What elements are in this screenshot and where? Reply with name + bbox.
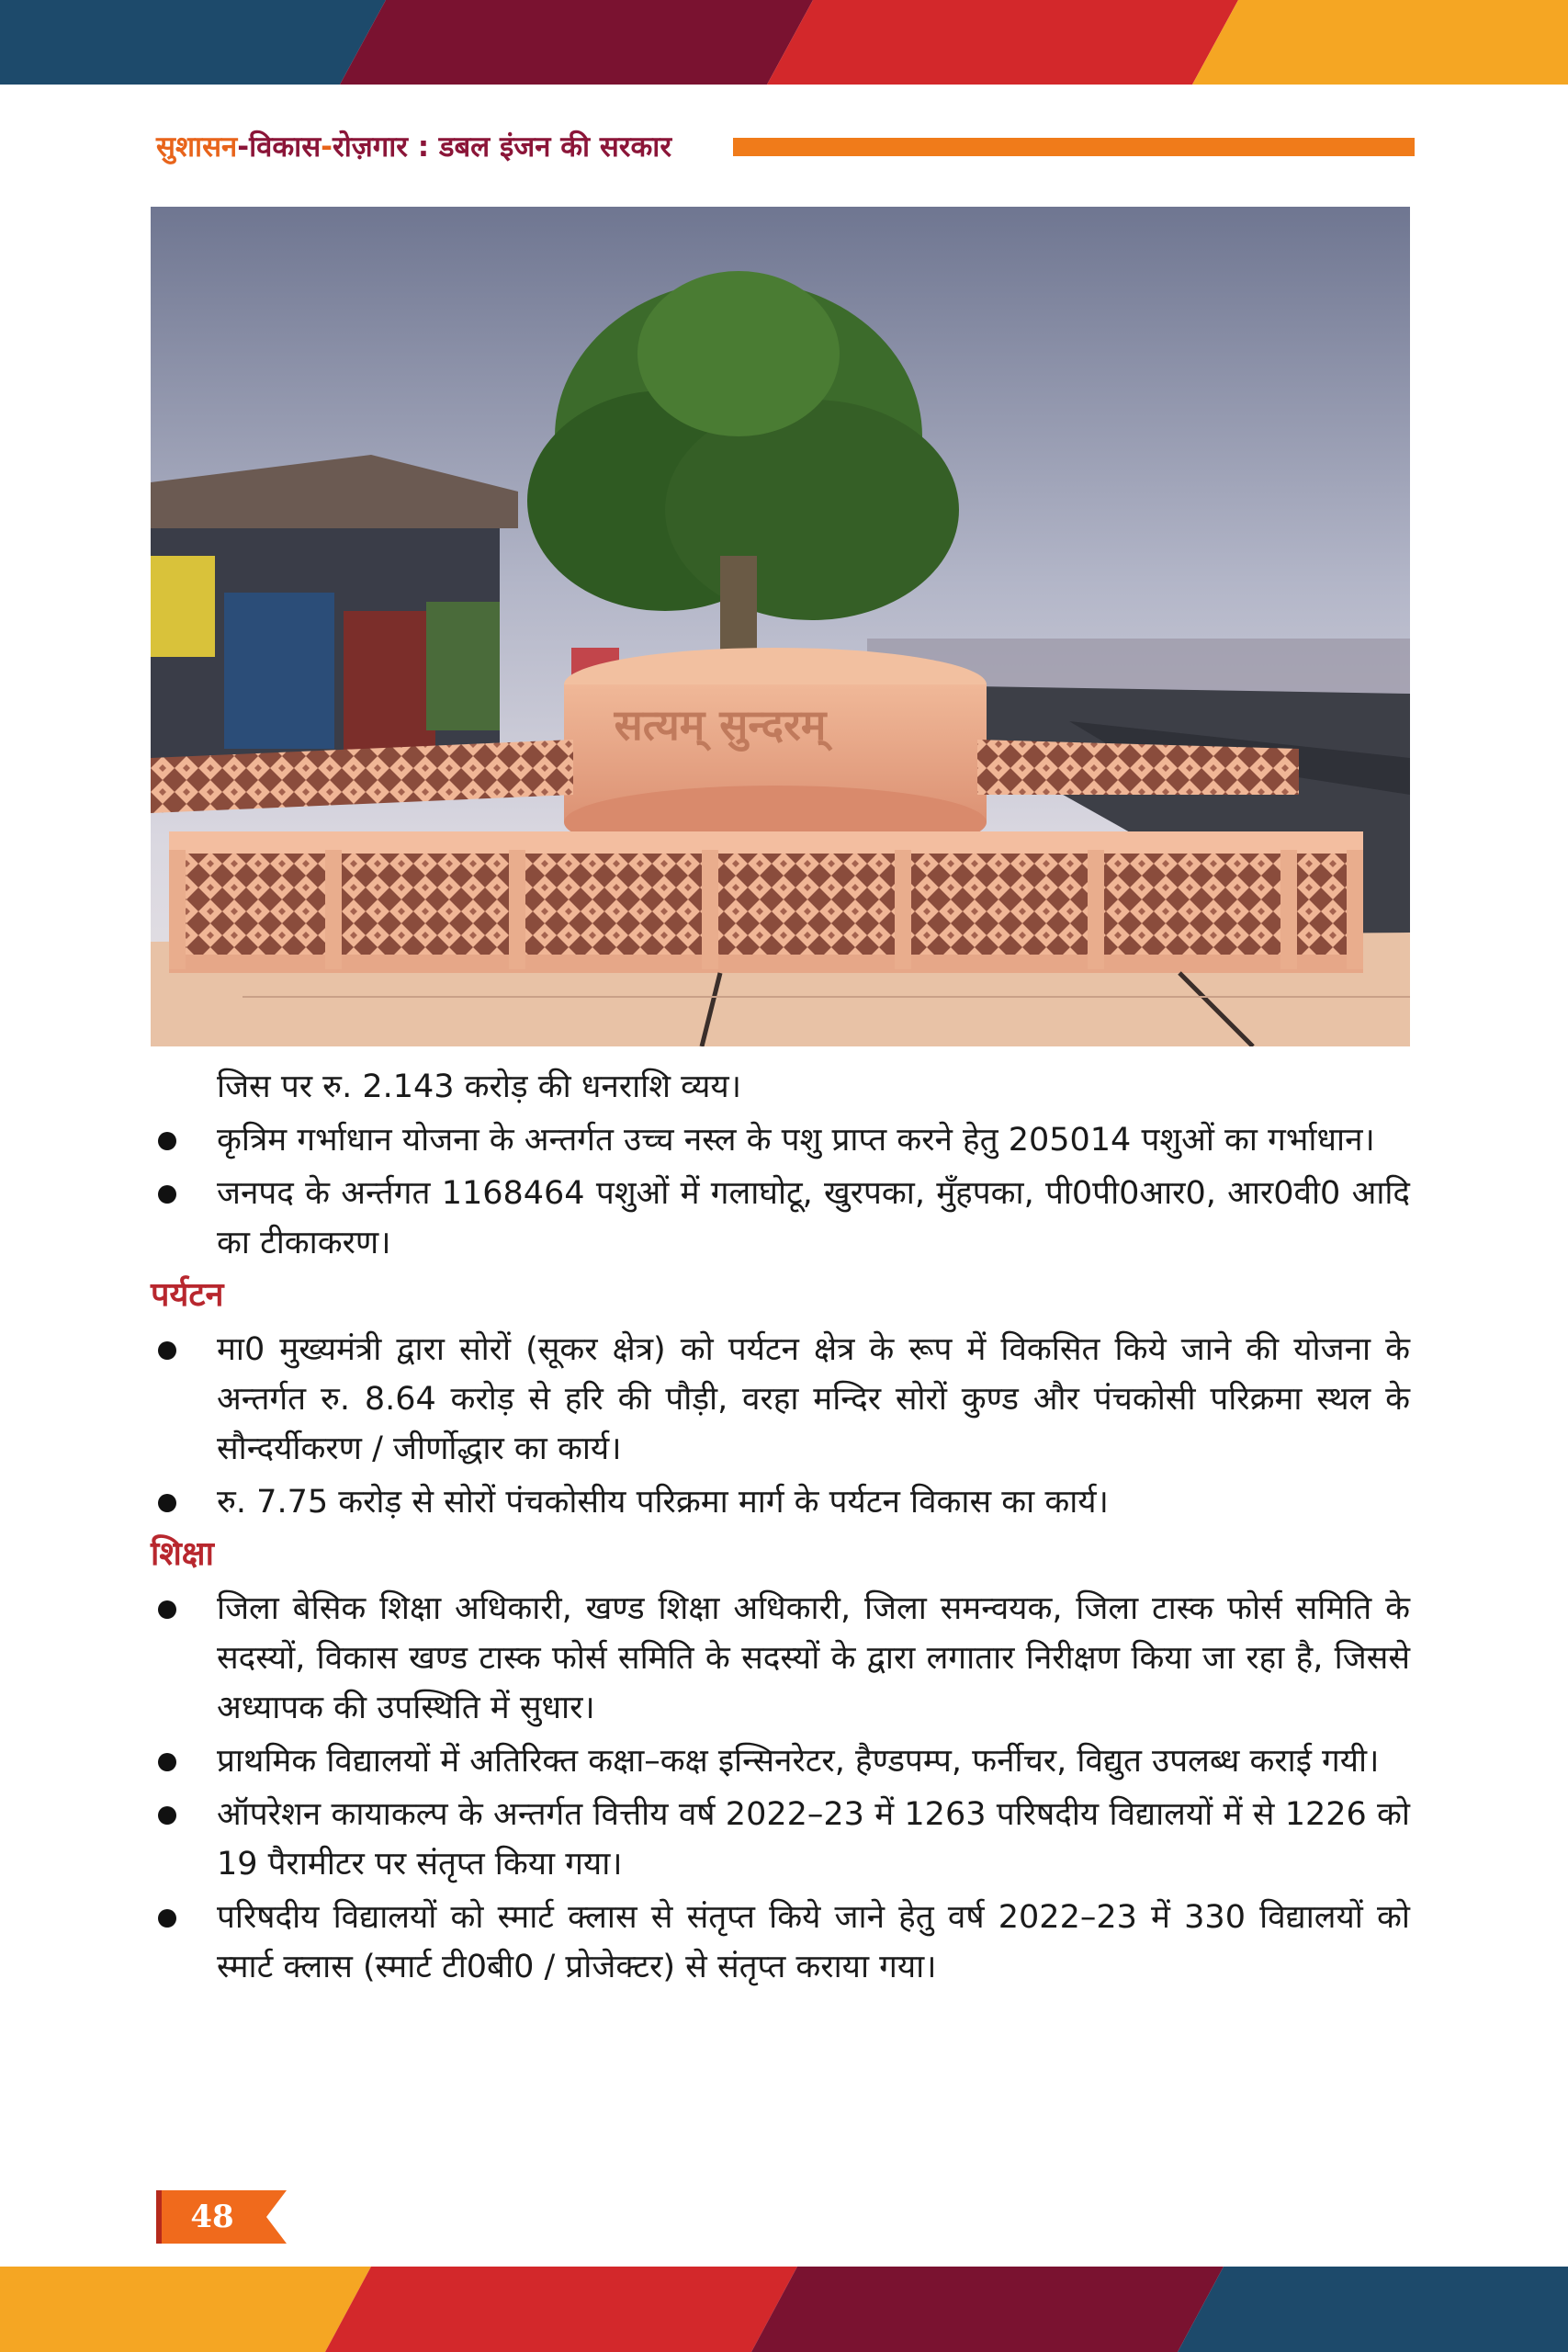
section-heading-tourism: पर्यटन [151, 1276, 224, 1314]
bullet-icon [158, 1132, 176, 1150]
list-item: परिषदीय विद्यालयों को स्मार्ट क्लास से संतृप्त किये जाने हेतु वर्ष 2022–23 में 330 विद्यालयों को स्मार्ट क्लास (स्मार्ट टी0बी0 / प्रोजेक्टर) से संतृप्त कराया गया। [151, 1893, 1410, 1992]
top-color-band [0, 0, 1568, 85]
list-item: रु. 7.75 करोड़ से सोरों पंचकोसीय परिक्रमा मार्ग के पर्यटन विकास का कार्य। [151, 1477, 1410, 1527]
list-item: मा0 मुख्यमंत्री द्वारा सोरों (सूकर क्षेत्र) को पर्यटन क्षेत्र के रूप में विकसित किये जाने की योजना के अन्तर्गत रु. 8.64 करोड़ से हरि की पौड़ी, वरहा मन्दिर सोरों कुण्ड और पंचकोसी परिक्रमा स्थल के सौन्दर्यीकरण / जीर्णोद्धार का कार्य। [151, 1325, 1410, 1474]
bullet-icon [158, 1909, 176, 1928]
list-item: जनपद के अर्न्तगत 1168464 पशुओं में गलाघोटू, खुरपका, मुँहपका, पी0पी0आर0, आर0वी0 आदि का टीकाकरण। [151, 1169, 1410, 1268]
page-number: 48 [190, 2199, 234, 2235]
page-header [156, 127, 1415, 167]
list-item: जिला बेसिक शिक्षा अधिकारी, खण्ड शिक्षा अधिकारी, जिला समन्वयक, जिला टास्क फोर्स समिति के सदस्यों, विकास खण्ड टास्क फोर्स समिति के सदस्यों के द्वारा लगातार निरीक्षण किया जा रहा है, जिससे अध्यापक की उपस्थिति में सुधार। [151, 1584, 1410, 1733]
bullet-icon [158, 1753, 176, 1771]
list-item: कृत्रिम गर्भाधान योजना के अन्तर्गत उच्च नस्ल के पशु प्राप्त करने हेतु 205014 पशुओं का गर्भाधान। [151, 1115, 1410, 1165]
header-rule [733, 138, 1415, 156]
bullet-icon [158, 1600, 176, 1619]
page-number-badge [156, 2190, 287, 2244]
bullet-icon [158, 1341, 176, 1360]
tree-enclosure-photo [151, 207, 1410, 1046]
page-content [151, 1062, 1410, 1992]
continuation-text: जिस पर रु. 2.143 करोड़ की धनराशि व्यय। [217, 1069, 741, 1105]
list-item: प्राथमिक विद्यालयों में अतिरिक्त कक्षा–कक्ष इन्सिनरेटर, हैण्डपम्प, फर्नीचर, विद्युत उपलब्ध कराई गयी। [151, 1736, 1410, 1786]
list-item: ऑपरेशन कायाकल्प के अन्तर्गत वित्तीय वर्ष 2022–23 में 1263 परिषदीय विद्यालयों में से 1226 को 19 पैरामीटर पर संतृप्त किया गया। [151, 1790, 1410, 1889]
engraved-text: सत्यम् सुन्दरम् [614, 700, 827, 750]
header-title: सुशासन-विकास-रोज़गार : डबल इंजन की सरकार [156, 130, 671, 164]
bullet-icon [158, 1185, 176, 1204]
bullet-icon [158, 1806, 176, 1825]
bullet-icon [158, 1494, 176, 1512]
section-heading-education: शिक्षा [151, 1535, 214, 1573]
bottom-color-band [0, 2267, 1568, 2352]
